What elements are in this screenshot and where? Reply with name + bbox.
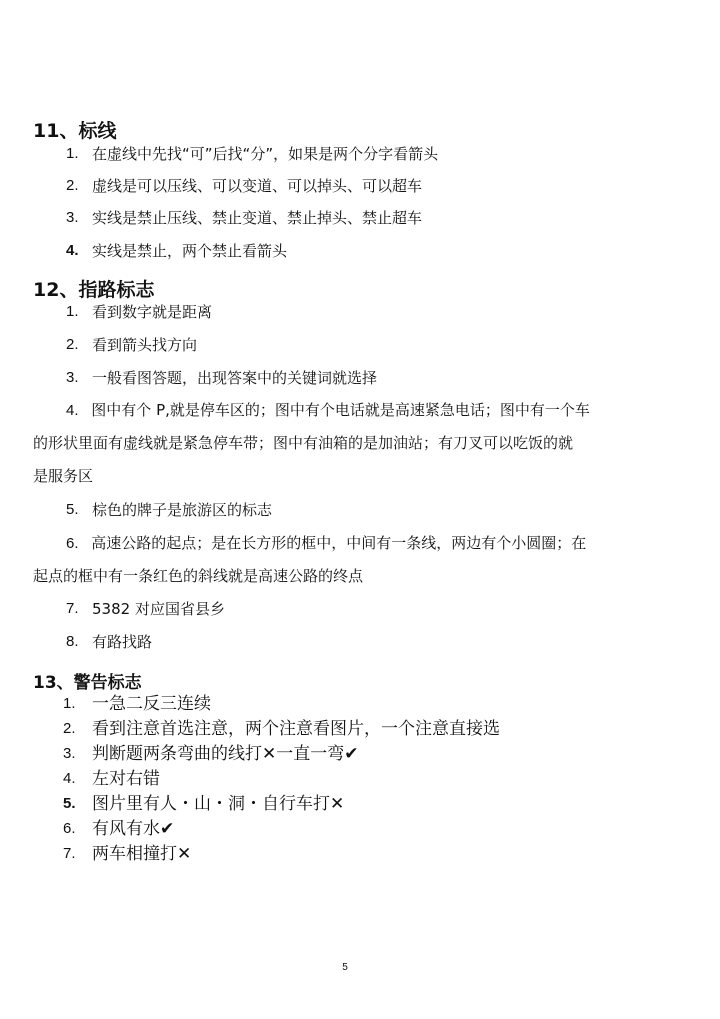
section-title: 11、标线 xyxy=(33,120,117,142)
paragraph-line: 起点的框中有一条红色的斜线就是高速公路的终点 xyxy=(33,567,364,585)
item-number: 4. xyxy=(63,770,76,787)
item-text: 有路找路 xyxy=(92,633,153,651)
item-number: 5. xyxy=(66,501,79,518)
item-number: 8. xyxy=(66,633,79,650)
paragraph-line: 的形状里面有虚线就是紧急停车带；图中有油箱的是加油站；有刀叉可以吃饭的就 xyxy=(33,434,574,452)
item-number: 7. xyxy=(63,845,76,862)
item-number: 4. xyxy=(66,242,79,259)
item-text: 看到数字就是距离 xyxy=(92,303,213,321)
item-number: 3. xyxy=(63,745,76,762)
item-number: 1. xyxy=(66,303,79,320)
item-number: 3. xyxy=(66,369,79,386)
item-number: 5. xyxy=(63,795,76,812)
item-text: 实线是禁止，两个禁止看箭头 xyxy=(92,242,288,260)
item-text: 棕色的牌子是旅游区的标志 xyxy=(92,501,273,519)
item-text: 看到箭头找方向 xyxy=(92,336,198,354)
item-text: 在虚线中先找“可”后找“分”，如果是两个分字看箭头 xyxy=(92,145,439,163)
item-text: 虚线是可以压线、可以变道、可以掉头、可以超车 xyxy=(92,177,423,195)
section-title: 12、指路标志 xyxy=(33,279,155,301)
item-number: 6. xyxy=(63,820,76,837)
item-text: 图中有个 P,就是停车区的；图中有个电话就是高速紧急电话；图中有一个车 xyxy=(91,401,590,419)
item-text: 有风有水✔ xyxy=(92,819,175,839)
paragraph-line xyxy=(66,400,590,420)
item-text: 两车相撞打✕ xyxy=(92,844,192,864)
paragraph-line: 是服务区 xyxy=(33,467,94,485)
item-text: 5382 对应国省县乡 xyxy=(92,600,225,618)
item-text: 实线是禁止压线、禁止变道、禁止掉头、禁止超车 xyxy=(92,209,423,227)
item-number: 7. xyxy=(66,600,79,617)
item-text: 一般看图答题，出现答案中的关键词就选择 xyxy=(92,369,378,387)
item-text: 高速公路的起点；是在长方形的框中，中间有一条线，两边有个小圆圈；在 xyxy=(91,534,587,552)
section-title: 13、警告标志 xyxy=(33,673,142,693)
item-text: 看到注意首选注意，两个注意看图片，一个注意直接选 xyxy=(92,719,500,739)
page-number: 5 xyxy=(342,962,348,973)
item-text: 判断题两条弯曲的线打✕一直一弯✔ xyxy=(92,744,359,764)
item-number: 2. xyxy=(66,336,79,353)
item-number: 6. xyxy=(66,535,79,552)
item-number: 1. xyxy=(63,695,76,712)
item-number: 4. xyxy=(66,402,79,419)
item-number: 3. xyxy=(66,209,79,226)
item-text: 一急二反三连续 xyxy=(92,694,211,714)
item-number: 1. xyxy=(66,145,79,162)
item-text: 图片里有人・山・洞・自行车打✕ xyxy=(92,794,345,814)
item-number: 2. xyxy=(63,720,76,737)
item-text: 左对右错 xyxy=(92,769,160,789)
item-number: 2. xyxy=(66,177,79,194)
paragraph-line xyxy=(66,533,586,553)
